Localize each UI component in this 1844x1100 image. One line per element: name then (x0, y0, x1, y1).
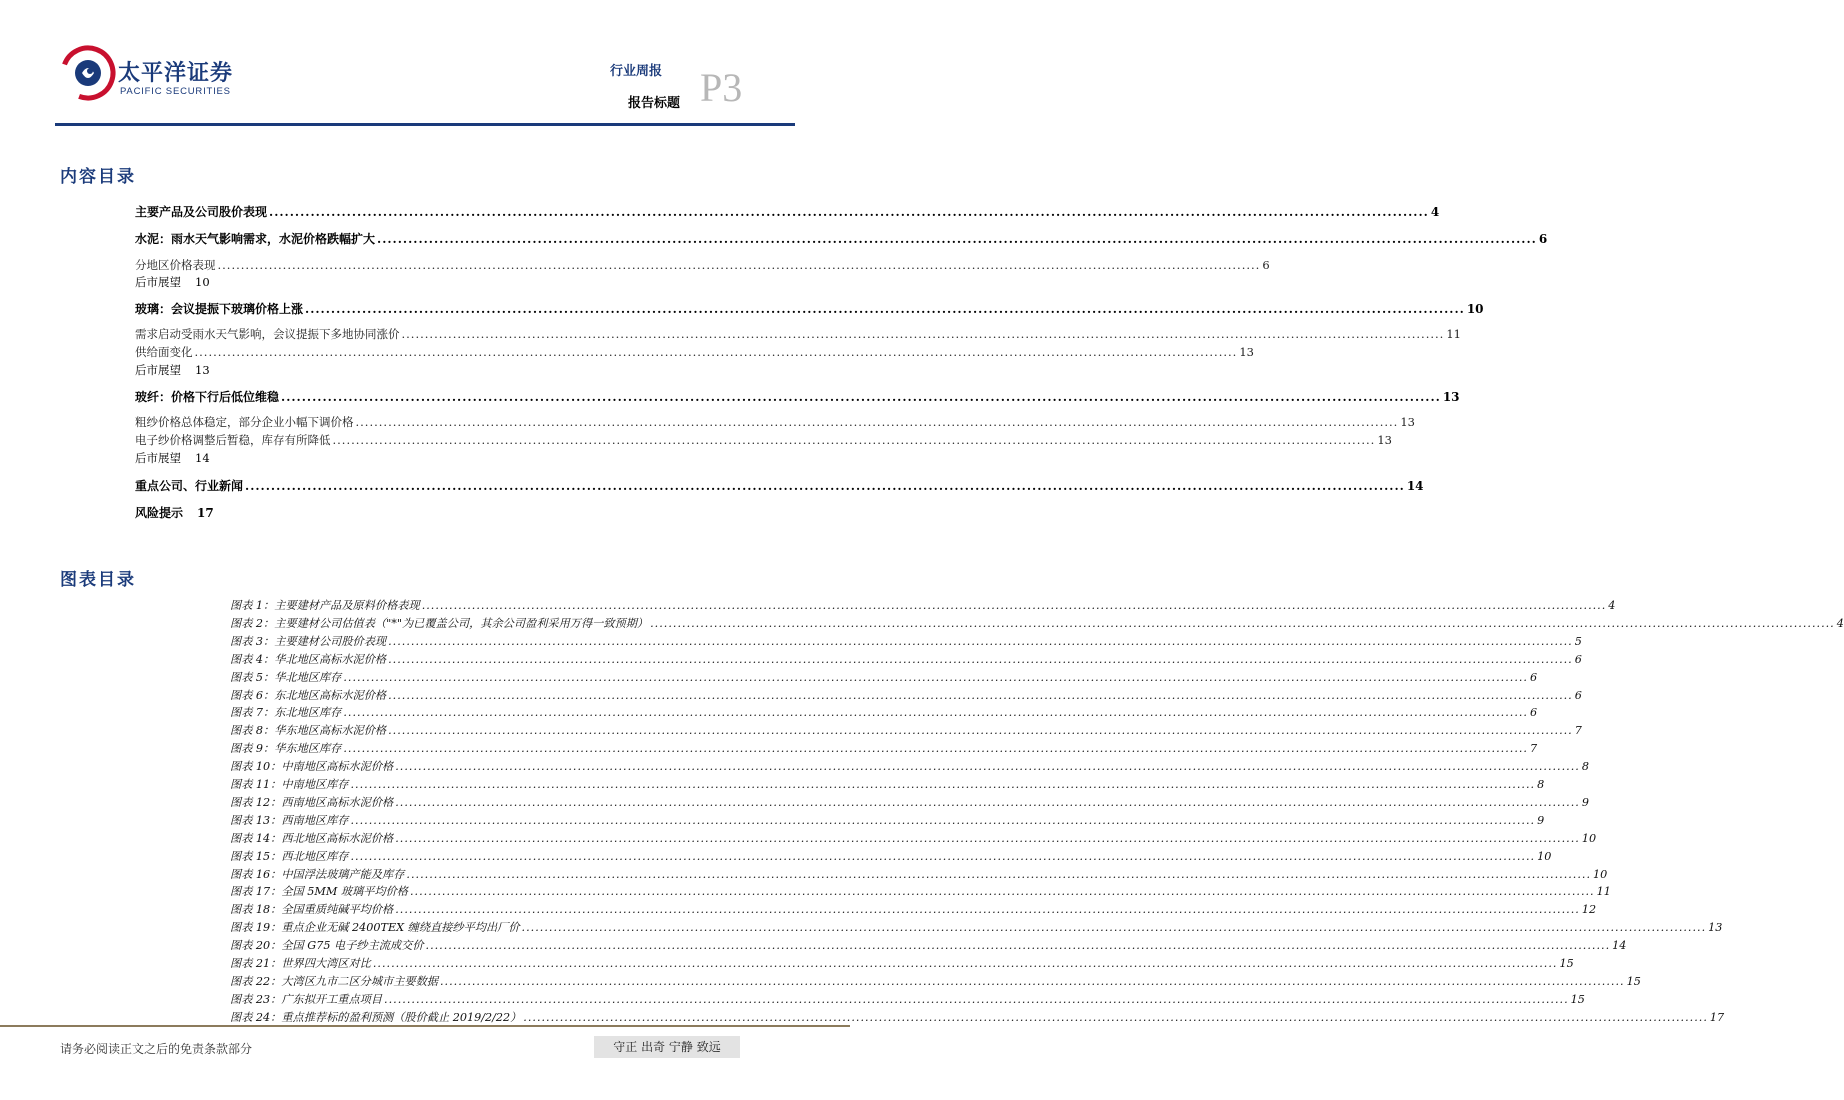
figure-entry[interactable]: 图表 9：华东地区库存 .................................................................................................................................................................................................................................................................... 7 (230, 742, 1538, 756)
figure-entry[interactable]: 图表 22：大湾区九市二区分城市主要数据 .................................................................................................................................................................................................................................................................... 15 (230, 974, 1641, 988)
figure-entry[interactable]: 图表 10：中南地区高标水泥价格 .................................................................................................................................................................................................................................................................... 8 (230, 760, 1589, 774)
dot-leader: .................................................................................................................................................................................................................................................................... (343, 706, 1528, 720)
dot-leader: .................................................................................................................................................................................................................................................................... (406, 867, 1592, 881)
figure-entry[interactable]: 图表 1：主要建材产品及原料价格表现 .................................................................................................................................................................................................................................................................... 4 (230, 599, 1616, 612)
dot-leader: .................................................................................................................................................................................................................................................................... (350, 778, 1536, 791)
dot-leader: ................................................................................................................................................................................................................................ (355, 415, 1399, 429)
figure-entry[interactable]: 图表 24：重点推荐标的盈利预测（股价截止 2019/2/22） .................................................................................................................................................................................................................................................................... 17 (230, 1010, 1725, 1024)
dot-leader: .................................................................................................................................................................................................................................................................... (521, 921, 1707, 935)
company-motto: 守正 出奇 宁静 致远 (594, 1036, 740, 1058)
pacific-securities-logo-icon (60, 42, 116, 102)
dot-leader: .................................................................................................................................................................................................................................................................... (388, 724, 1573, 738)
toc-entry[interactable]: 风险提示 17 (135, 506, 214, 520)
dot-leader: .................................................................................................................................................................................................................................................................... (350, 813, 1536, 827)
figure-entry[interactable]: 图表 12：西南地区高标水泥价格 .................................................................................................................................................................................................................................................................... 9 (230, 795, 1589, 809)
dot-leader: .................................................................................................................................................................................................................................................................... (425, 939, 1611, 953)
figure-entry[interactable]: 图表 15：西北地区库存 .................................................................................................................................................................................................................................................................... 10 (230, 849, 1552, 863)
dot-leader: ................................................................................................................................................................................................................................ (305, 302, 1465, 316)
figure-entry[interactable]: 图表 21：世界四大湾区对比 .................................................................................................................................................................................................................................................................... 15 (230, 957, 1574, 970)
dot-leader: .................................................................................................................................................................................................................................................................... (395, 831, 1580, 845)
toc-entry[interactable]: 分地区价格表现 ................................................................................................................................................................................................................................ 6 (135, 258, 1270, 272)
figure-entry[interactable]: 图表 2：主要建材公司估值表（"*"为已覆盖公司，其余公司盈利采用万得一致预期） .................................................................................................................................................................................................................................................................... 4 (230, 616, 1844, 630)
dot-leader: .................................................................................................................................................................................................................................................................... (439, 974, 1625, 988)
toc-entry[interactable]: 粗纱价格总体稳定，部分企业小幅下调价格 ................................................................................................................................................................................................................................ 13 (135, 415, 1415, 429)
dot-leader: .................................................................................................................................................................................................................................................................... (388, 652, 1573, 666)
toc-entry[interactable]: 玻璃：会议提振下玻璃价格上涨 ................................................................................................................................................................................................................................ 10 (135, 302, 1484, 316)
header-divider (55, 123, 795, 126)
dot-leader: .................................................................................................................................................................................................................................................................... (388, 688, 1573, 702)
figure-entry[interactable]: 图表 8：华东地区高标水泥价格 .................................................................................................................................................................................................................................................................... 7 (230, 724, 1582, 738)
toc-entry[interactable]: 重点公司、行业新闻 ................................................................................................................................................................................................................................ 14 (135, 479, 1424, 493)
figures-heading: 图表目录 (60, 570, 136, 590)
figure-entry[interactable]: 图表 4：华北地区高标水泥价格 .................................................................................................................................................................................................................................................................... 6 (230, 652, 1582, 666)
dot-leader: ................................................................................................................................................................................................................................ (194, 345, 1238, 359)
dot-leader: .................................................................................................................................................................................................................................................................... (523, 1010, 1708, 1024)
toc-entry[interactable]: 主要产品及公司股价表现 ................................................................................................................................................................................................................................ 4 (135, 205, 1440, 219)
toc-entry[interactable]: 电子纱价格调整后暂稳，库存有所降低 ................................................................................................................................................................................................................................ 13 (135, 433, 1392, 447)
dot-leader: ................................................................................................................................................................................................................................ (269, 205, 1429, 219)
figure-entry[interactable]: 图表 11：中南地区库存 .................................................................................................................................................................................................................................................................... 8 (230, 778, 1545, 791)
dot-leader: ................................................................................................................................................................................................................................ (217, 258, 1261, 272)
toc-entry[interactable]: 供给面变化 ................................................................................................................................................................................................................................ 13 (135, 345, 1254, 359)
dot-leader: .................................................................................................................................................................................................................................................................... (384, 992, 1569, 1006)
figure-entry[interactable]: 图表 5：华北地区库存 .................................................................................................................................................................................................................................................................... 6 (230, 670, 1538, 684)
dot-leader: .................................................................................................................................................................................................................................................................... (343, 742, 1528, 756)
figure-entry[interactable]: 图表 14：西北地区高标水泥价格 .................................................................................................................................................................................................................................................................... 10 (230, 831, 1597, 845)
dot-leader: .................................................................................................................................................................................................................................................................... (421, 599, 1607, 612)
toc-entry[interactable]: 后市展望 10 (135, 275, 210, 289)
toc-entry[interactable]: 需求启动受雨水天气影响，会议提振下多地协同涨价 ................................................................................................................................................................................................................................ 11 (135, 327, 1461, 341)
page-number: P3 (700, 65, 743, 110)
dot-leader: .................................................................................................................................................................................................................................................................... (395, 903, 1580, 917)
dot-leader: .................................................................................................................................................................................................................................................................... (650, 616, 1835, 630)
company-name-cn: 太平洋证券 (118, 61, 234, 86)
dot-leader: ................................................................................................................................................................................................................................ (401, 327, 1445, 341)
footer-divider (0, 1025, 850, 1027)
figure-entry[interactable]: 图表 20：全国 G75 电子纱主流成交价 .................................................................................................................................................................................................................................................................... 14 (230, 939, 1627, 953)
report-title: 报告标题 (628, 96, 681, 111)
dot-leader: .................................................................................................................................................................................................................................................................... (395, 760, 1580, 774)
dot-leader: ................................................................................................................................................................................................................................ (377, 232, 1537, 246)
figure-entry[interactable]: 图表 23：广东拟开工重点项目 .................................................................................................................................................................................................................................................................... 15 (230, 992, 1585, 1006)
toc-entry[interactable]: 水泥：雨水天气影响需求，水泥价格跌幅扩大 ................................................................................................................................................................................................................................ 6 (135, 232, 1548, 246)
dot-leader: .................................................................................................................................................................................................................................................................... (350, 849, 1536, 863)
figure-entry[interactable]: 图表 13：西南地区库存 .................................................................................................................................................................................................................................................................... 9 (230, 813, 1545, 827)
dot-leader: .................................................................................................................................................................................................................................................................... (395, 795, 1580, 809)
dot-leader: .................................................................................................................................................................................................................................................................... (388, 634, 1573, 648)
figure-entry[interactable]: 图表 6：东北地区高标水泥价格 .................................................................................................................................................................................................................................................................... 6 (230, 688, 1582, 702)
report-type: 行业周报 (610, 64, 663, 79)
dot-leader: .................................................................................................................................................................................................................................................................... (343, 670, 1528, 684)
disclaimer-note: 请务必阅读正文之后的免责条款部分 (60, 1042, 253, 1056)
figure-entry[interactable]: 图表 19：重点企业无碱 2400TEX 缠绕直接纱平均出厂价 .................................................................................................................................................................................................................................................................... 13 (230, 921, 1723, 935)
dot-leader: .................................................................................................................................................................................................................................................................... (410, 885, 1595, 899)
toc-heading: 内容目录 (60, 167, 136, 187)
dot-leader: ................................................................................................................................................................................................................................ (245, 479, 1405, 493)
company-name-en: PACIFIC SECURITIES (120, 86, 231, 97)
dot-leader: ................................................................................................................................................................................................................................ (332, 433, 1376, 447)
figure-entry[interactable]: 图表 17：全国 5MM 玻璃平均价格 .................................................................................................................................................................................................................................................................... 11 (230, 885, 1611, 899)
figure-entry[interactable]: 图表 18：全国重质纯碱平均价格 .................................................................................................................................................................................................................................................................... 12 (230, 903, 1597, 917)
figure-entry[interactable]: 图表 16：中国浮法玻璃产能及库存 .................................................................................................................................................................................................................................................................... 10 (230, 867, 1608, 881)
toc-entry[interactable]: 后市展望 14 (135, 451, 210, 465)
dot-leader: ................................................................................................................................................................................................................................ (281, 390, 1441, 404)
figure-entry[interactable]: 图表 7：东北地区库存 .................................................................................................................................................................................................................................................................... 6 (230, 706, 1538, 720)
toc-entry[interactable]: 后市展望 13 (135, 363, 210, 377)
toc-entry[interactable]: 玻纤：价格下行后低位维稳 ................................................................................................................................................................................................................................ 13 (135, 390, 1460, 404)
figure-entry[interactable]: 图表 3：主要建材公司股价表现 .................................................................................................................................................................................................................................................................... 5 (230, 634, 1582, 648)
dot-leader: .................................................................................................................................................................................................................................................................... (372, 957, 1558, 970)
